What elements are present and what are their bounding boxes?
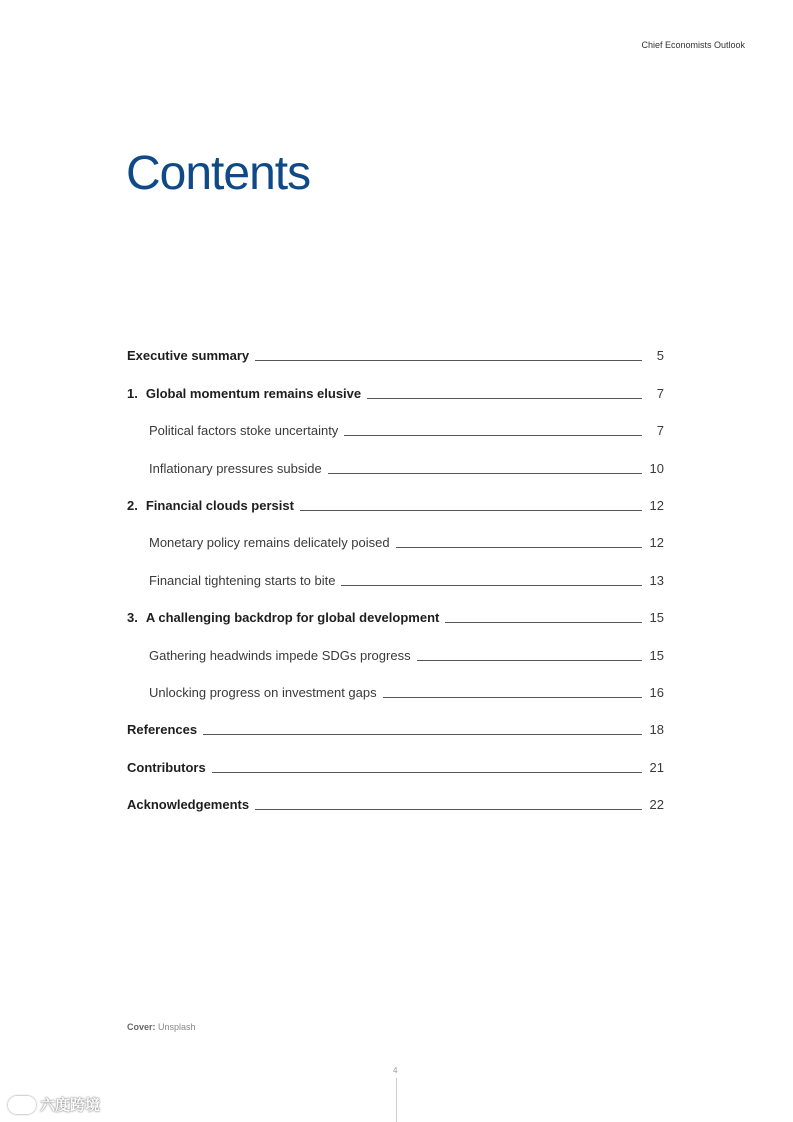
toc-entry-title: References (127, 722, 198, 738)
toc-entry[interactable] (127, 476, 664, 513)
cover-credit-label: Cover: (127, 1022, 156, 1032)
toc-entry-page: 7 (656, 423, 664, 439)
toc-entry[interactable] (127, 663, 664, 700)
toc-leader-line (300, 510, 642, 511)
toc-entry[interactable] (127, 550, 664, 587)
toc-entry[interactable] (127, 775, 664, 812)
toc-entry-page: 13 (649, 572, 664, 588)
running-header: Chief Economists Outlook (641, 40, 745, 50)
toc-entry-title: Financial tightening starts to bite (149, 572, 336, 588)
page-title: Contents (126, 147, 311, 200)
toc-entry-page: 21 (649, 759, 664, 775)
toc-entry-page: 16 (649, 684, 664, 700)
toc-leader-line (212, 772, 642, 773)
toc-entry[interactable] (127, 513, 664, 550)
toc-entry[interactable] (127, 625, 664, 662)
toc-entry[interactable] (127, 363, 664, 400)
toc-leader-line (255, 809, 642, 810)
toc-entry-title: Global momentum remains elusive (145, 385, 362, 401)
toc-entry-title: Gathering headwinds impede SDGs progress (149, 647, 411, 663)
toc-entry-number: 3. (127, 610, 138, 626)
toc-entry-title: Inflationary pressures subside (149, 460, 322, 476)
toc-entry-page: 15 (649, 610, 664, 626)
watermark (8, 1094, 100, 1115)
toc-leader-line (203, 734, 642, 735)
toc-entry-page: 15 (649, 647, 664, 663)
table-of-contents (127, 326, 664, 812)
toc-entry[interactable] (127, 438, 664, 475)
toc-entry-title: Executive summary (127, 348, 250, 364)
toc-entry-page: 18 (649, 722, 664, 738)
toc-entry-page: 7 (656, 385, 664, 401)
toc-entry-title: Monetary policy remains delicately poised (149, 535, 390, 551)
toc-leader-line (417, 660, 642, 661)
toc-entry-number: 2. (127, 497, 138, 513)
toc-entry[interactable] (127, 326, 664, 363)
toc-entry-page: 10 (649, 460, 664, 476)
toc-entry-number: 1. (127, 385, 138, 401)
toc-leader-line (255, 360, 642, 361)
toc-entry[interactable] (127, 700, 664, 737)
toc-entry-title: Unlocking progress on investment gaps (149, 684, 377, 700)
toc-entry[interactable] (127, 588, 664, 625)
toc-entry-page: 5 (656, 348, 664, 364)
toc-entry-title: Acknowledgements (127, 797, 250, 813)
toc-entry-title: Political factors stoke uncertainty (149, 423, 339, 439)
watermark-text: 六度跨境 (40, 1097, 101, 1114)
toc-leader-line (341, 585, 642, 586)
cover-credit-source: Unsplash (158, 1022, 196, 1032)
toc-entry-title: Contributors (127, 759, 206, 775)
toc-entry[interactable] (127, 737, 664, 774)
toc-leader-line (344, 435, 642, 436)
cover-credit (127, 1022, 196, 1032)
toc-leader-line (367, 398, 642, 399)
page-number: 4 (393, 1066, 398, 1075)
toc-entry[interactable] (127, 401, 664, 438)
toc-entry-page: 22 (649, 797, 664, 813)
toc-entry-title: Financial clouds persist (145, 497, 294, 513)
toc-leader-line (396, 547, 642, 548)
toc-leader-line (383, 697, 642, 698)
watermark-logo-icon (8, 1096, 36, 1114)
toc-leader-line (445, 622, 642, 623)
footer-divider (396, 1078, 397, 1122)
toc-entry-page: 12 (649, 535, 664, 551)
toc-entry-title: A challenging backdrop for global development (145, 610, 440, 626)
toc-leader-line (328, 473, 642, 474)
toc-entry-page: 12 (649, 497, 664, 513)
